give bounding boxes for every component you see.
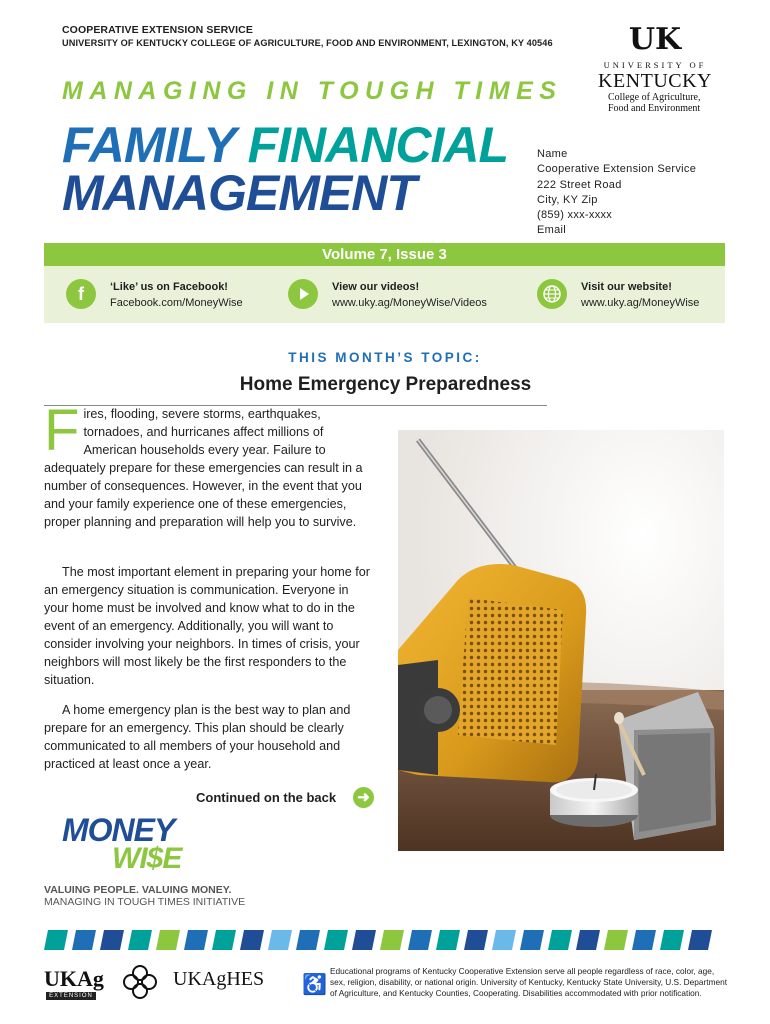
facebook-icon: f <box>66 279 96 309</box>
title-word-family: FAMILY <box>62 117 235 173</box>
photo-radio-candle <box>398 430 724 851</box>
page-title-line-1 <box>62 117 509 173</box>
moneywise-slogan: VALUING PEOPLE. VALUING MONEY. <box>44 884 232 896</box>
videos-link-url[interactable]: www.uky.ag/MoneyWise/Videos <box>332 297 487 309</box>
facebook-link-url[interactable]: Facebook.com/MoneyWise <box>110 297 243 309</box>
title-word-financial: FINANCIAL <box>247 117 509 173</box>
uk-mark: UK <box>628 22 682 57</box>
uk-college-line-2: Food and Environment <box>608 103 701 114</box>
ukag-hes-logo: UKAgHES <box>173 968 265 990</box>
drop-cap: F <box>44 398 80 463</box>
uk-university-of: UNIVERSITY OF <box>603 60 707 70</box>
page-title-line-2: MANAGEMENT <box>62 165 416 221</box>
website-link-url[interactable]: www.uky.ag/MoneyWise <box>581 297 700 309</box>
facebook-link-title: ‘Like’ us on Facebook! <box>110 281 228 293</box>
contact-service: Cooperative Extension Service <box>537 163 697 176</box>
uk-logo <box>590 24 720 114</box>
arrow-right-icon: ➜ <box>353 787 374 808</box>
uk-kentucky: KENTUCKY <box>598 70 712 92</box>
contact-email: Email <box>537 224 567 237</box>
topic-title: Home Emergency Preparedness <box>239 374 532 395</box>
decorative-stripes <box>44 930 725 950</box>
ukag-wordmark: UKAg <box>44 966 104 991</box>
article-paragraph-2: The most important element in preparing your home for an emergency situation is communication. Everyone in your home must be involved and know what to do in the event of an emergency. Additionally, you will want to consider involving your neighbors. In times of crisis, your neighbors will most likely be the first responders to the situation. <box>44 565 370 687</box>
4h-clover-icon <box>122 964 158 1000</box>
globe-icon <box>537 279 567 309</box>
moneywise-initiative: MANAGING IN TOUGH TIMES INITIATIVE <box>44 896 246 908</box>
disclaimer: Educational programs of Kentucky Cooperative Extension serve all people regardless of race, color, age, sex, religion, disability, or national origin. University of Kentucky, Kentucky State University, U.S. Department of Agriculture, and Kentucky Counties, Cooperating. Disabilities accommodated with prior notification. <box>330 966 728 998</box>
article-paragraph-1 <box>44 398 370 531</box>
uk-college-line-1: College of Agriculture, <box>608 92 701 103</box>
contact-phone: (859) xxx-xxxx <box>537 209 613 222</box>
contact-street: 222 Street Road <box>537 178 622 191</box>
topic-title-wrap <box>224 374 547 396</box>
moneywise-logo <box>62 812 222 882</box>
topic-label: THIS MONTH’S TOPIC: <box>288 350 482 365</box>
continued-text: Continued on the back <box>196 790 337 805</box>
tagline: MANAGING IN TOUGH TIMES <box>62 77 563 105</box>
org-line-1: COOPERATIVE EXTENSION SERVICE <box>62 24 253 36</box>
article-paragraph-3: A home emergency plan is the best way to plan and prepare for an emergency. This plan should be clearly communicated to all members of your household and practiced at least once a year. <box>44 703 351 771</box>
moneywise-wise: WI$E <box>112 842 182 875</box>
contact-name: Name <box>537 148 568 160</box>
contact-city: City, KY Zip <box>537 193 598 206</box>
play-icon <box>288 279 318 309</box>
moneywise-money: MONEY <box>62 812 175 848</box>
contact-block <box>537 147 696 239</box>
accessibility-icon: ♿ <box>302 974 327 996</box>
links-box <box>44 266 725 323</box>
uk-college <box>608 92 718 114</box>
website-link-title: Visit our website! <box>581 281 672 293</box>
ukag-extension-logo <box>44 966 104 1001</box>
org-line-2: UNIVERSITY OF KENTUCKY COLLEGE OF AGRICULTURE, FOOD AND ENVIRONMENT, LEXINGTON, KY 40546 <box>62 38 553 48</box>
videos-link-title: View our videos! <box>332 281 420 293</box>
article-paragraph-1-text: ires, flooding, severe storms, earthquakes, tornadoes, and hurricanes affect millions of American households every year. Failure to adequately prepare for these emergencies can result in a number of consequences. However, in the event that you and your family experience one of these emergencies, proper planning and preparation will help you to survive. <box>44 407 363 529</box>
volume-issue: Volume 7, Issue 3 <box>322 246 447 263</box>
extension-label: EXTENSION <box>46 992 96 1000</box>
